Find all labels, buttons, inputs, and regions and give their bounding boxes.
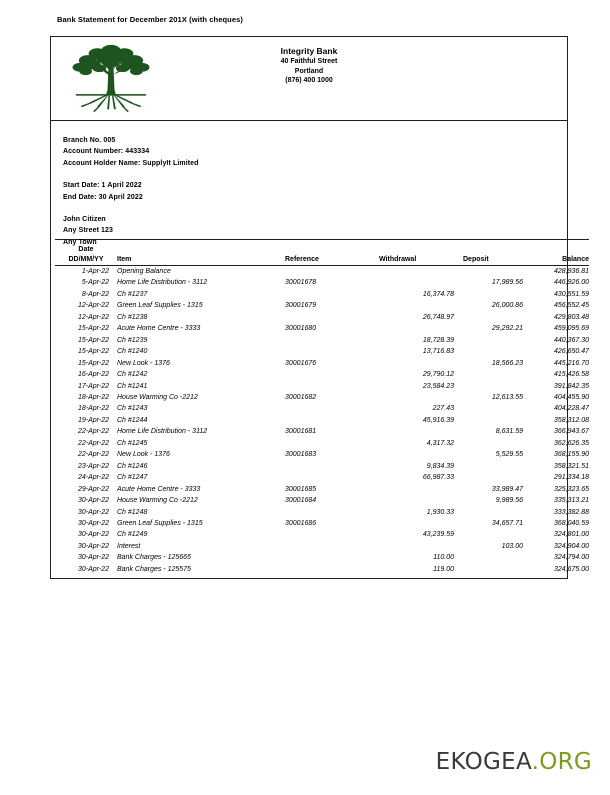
cell-balance: 335,313.21 <box>553 497 589 505</box>
cell-date: 30-Apr-22 <box>77 542 109 550</box>
cell-item: House Warming Co -2212 <box>117 393 198 401</box>
cell-deposit <box>459 472 527 483</box>
cell-item: Opening Balance <box>117 268 171 275</box>
cell-deposit: 8,631.59 <box>495 428 523 436</box>
account-holder-name: Account Holder Name: SupplyIt Limited <box>63 159 199 167</box>
cell-balance: 426,650.47 <box>553 348 589 356</box>
branch-number: Branch No. 005 <box>63 137 116 144</box>
cell-deposit <box>459 266 527 278</box>
transactions-table <box>55 239 589 575</box>
table-row <box>55 266 589 278</box>
cell-item: Ch #1244 <box>117 416 148 424</box>
cell-balance: 415,426.58 <box>553 371 589 379</box>
cell-reference: 30001684 <box>285 497 317 505</box>
header-deposit: Deposit <box>463 256 489 263</box>
table-row <box>55 381 589 392</box>
cell-withdrawal: 16,374.78 <box>422 290 454 298</box>
bank-street: 40 Faithful Street <box>280 58 338 65</box>
statement-end-date: End Date: 30 April 2022 <box>63 193 143 201</box>
cell-balance: 324,904.00 <box>553 542 589 550</box>
table-row <box>55 507 589 518</box>
cell-deposit <box>459 369 527 380</box>
cell-reference <box>285 312 373 323</box>
table-row <box>55 461 589 472</box>
cell-withdrawal: 66,987.33 <box>422 474 454 482</box>
header-balance: Balance <box>562 256 589 263</box>
cell-reference <box>285 461 373 472</box>
cell-balance: 358,321.51 <box>553 462 589 470</box>
page-title: Bank Statement for December 201X (with cheques) <box>57 15 244 24</box>
cell-date: 22-Apr-22 <box>77 428 109 436</box>
header-withdrawal: Withdrawal <box>379 256 417 263</box>
cell-withdrawal: 4,317.32 <box>426 439 454 447</box>
cell-item: Home Life Distribution - 3112 <box>117 279 208 287</box>
table-header-row-top <box>55 240 589 254</box>
cell-reference: 30001679 <box>285 302 317 310</box>
table-row <box>55 277 589 288</box>
table-row <box>55 518 589 529</box>
cell-deposit: 103.00 <box>501 542 523 550</box>
table-row <box>55 392 589 403</box>
table-row <box>55 403 589 414</box>
cell-date: 30-Apr-22 <box>77 554 109 562</box>
cell-date: 18-Apr-22 <box>77 393 109 401</box>
cell-balance: 428,936.81 <box>553 268 589 275</box>
table-row <box>55 323 589 334</box>
cell-reference: 30001686 <box>285 519 317 527</box>
ekogea-watermark <box>436 749 592 775</box>
cell-withdrawal: 13,716.83 <box>422 348 454 356</box>
cell-reference <box>285 541 373 552</box>
cell-withdrawal: 9,834.39 <box>426 462 454 470</box>
bank-city: Portland <box>294 67 324 75</box>
cell-balance: 404,228.47 <box>553 405 589 413</box>
cell-reference <box>285 529 373 540</box>
cell-reference <box>285 266 373 278</box>
cell-reference <box>285 335 373 346</box>
cell-withdrawal: 26,748.97 <box>422 313 454 321</box>
cell-item: Acute Home Centre - 3333 <box>117 325 201 333</box>
cell-withdrawal <box>373 495 459 506</box>
cell-date: 24-Apr-22 <box>77 474 109 482</box>
header-spacer-balance <box>527 240 589 254</box>
cell-withdrawal: 45,916.39 <box>422 416 454 424</box>
cell-deposit <box>459 507 527 518</box>
cell-item: Ch #1248 <box>117 508 148 516</box>
cell-reference <box>285 552 373 563</box>
header-spacer-reference <box>285 240 373 254</box>
table-row <box>55 358 589 369</box>
cell-reference: 30001681 <box>285 428 317 436</box>
cell-reference: 30001676 <box>285 359 317 367</box>
customer-town: Any Town <box>63 238 97 246</box>
cell-date: 8-Apr-22 <box>81 290 109 298</box>
cell-balance: 429,803.48 <box>553 313 589 321</box>
cell-withdrawal: 23,584.23 <box>422 382 454 390</box>
cell-item: House Warming Co -2212 <box>117 497 198 505</box>
cell-date: 12-Apr-22 <box>77 313 109 321</box>
cell-deposit: 5,529.55 <box>495 451 523 459</box>
table-row <box>55 335 589 346</box>
cell-balance: 366,943.67 <box>553 428 589 436</box>
cell-date: 18-Apr-22 <box>77 405 109 413</box>
cell-reference: 30001685 <box>285 485 317 493</box>
bank-name: Integrity Bank <box>280 46 338 56</box>
cell-balance: 362,626.35 <box>553 439 589 447</box>
cell-date: 30-Apr-22 <box>77 497 109 505</box>
cell-item: Interest <box>117 542 141 550</box>
cell-deposit <box>459 461 527 472</box>
details-spacer-1 <box>63 169 567 180</box>
cell-reference <box>285 438 373 449</box>
cell-withdrawal <box>373 300 459 311</box>
cell-item: Acute Home Centre - 3333 <box>117 485 201 493</box>
cell-balance: 445,216.70 <box>553 359 589 367</box>
cell-withdrawal <box>373 277 459 288</box>
cell-withdrawal <box>373 541 459 552</box>
cell-date: 30-Apr-22 <box>77 565 109 573</box>
cell-withdrawal: 43,239.59 <box>422 531 454 539</box>
cell-reference <box>285 415 373 426</box>
cell-reference <box>285 346 373 357</box>
cell-deposit <box>459 552 527 563</box>
cell-deposit: 17,989.56 <box>491 279 523 287</box>
cell-reference: 30001682 <box>285 393 317 401</box>
cell-balance: 291,334.18 <box>553 474 589 482</box>
cell-item: Ch #1242 <box>117 371 148 379</box>
header-spacer-withdrawal <box>373 240 459 254</box>
cell-deposit <box>459 312 527 323</box>
cell-date: 30-Apr-22 <box>77 531 109 539</box>
bank-phone: (876) 400 1000 <box>285 77 333 85</box>
cell-deposit: 33,989.47 <box>491 485 523 493</box>
cell-deposit <box>459 438 527 449</box>
cell-date: 30-Apr-22 <box>77 519 109 527</box>
table-row <box>55 415 589 426</box>
cell-date: 5-Apr-22 <box>81 279 109 287</box>
cell-reference <box>285 403 373 414</box>
header-spacer-item <box>117 240 285 254</box>
header-reference: Reference <box>285 256 319 263</box>
header-spacer-deposit <box>459 240 527 254</box>
cell-deposit <box>459 346 527 357</box>
cell-withdrawal <box>373 518 459 529</box>
watermark-name: EKOGEA <box>435 749 532 775</box>
cell-date: 12-Apr-22 <box>77 302 109 310</box>
cell-item: Bank Charges - 125575 <box>117 565 191 573</box>
table-row <box>55 449 589 460</box>
cell-deposit <box>459 403 527 414</box>
cell-balance: 333,382.88 <box>553 508 589 516</box>
cell-date: 23-Apr-22 <box>77 462 109 470</box>
cell-balance: 368,040.59 <box>553 519 589 527</box>
customer-street: Any Street 123 <box>63 227 114 235</box>
table-row <box>55 312 589 323</box>
transactions-table-body <box>55 266 589 576</box>
watermark-tld: .ORG <box>531 749 592 775</box>
cell-deposit <box>459 415 527 426</box>
cell-deposit <box>459 564 527 575</box>
cell-reference <box>285 472 373 483</box>
table-row <box>55 541 589 552</box>
table-row <box>55 369 589 380</box>
cell-balance: 430,551.59 <box>553 290 589 298</box>
cell-deposit <box>459 529 527 540</box>
header-date-top: Date <box>78 246 94 253</box>
cell-date: 19-Apr-22 <box>77 416 109 424</box>
cell-item: Ch #1239 <box>117 336 148 344</box>
cell-withdrawal <box>373 426 459 437</box>
table-row <box>55 426 589 437</box>
cell-balance: 358,312.08 <box>553 416 589 424</box>
cell-date: 15-Apr-22 <box>77 336 109 344</box>
cell-balance: 391,842.35 <box>553 382 589 390</box>
cell-balance: 324,794.00 <box>553 554 589 562</box>
cell-date: 15-Apr-22 <box>77 359 109 367</box>
cell-item: Home Life Distribution - 3112 <box>117 428 208 436</box>
cell-date: 15-Apr-22 <box>77 325 109 333</box>
cell-deposit: 34,657.71 <box>491 519 523 527</box>
cell-withdrawal: 1,930.33 <box>426 508 454 516</box>
cell-date: 15-Apr-22 <box>77 348 109 356</box>
cell-balance: 456,552.45 <box>553 302 589 310</box>
transactions-table-wrap <box>51 239 589 578</box>
cell-item: Ch #1241 <box>117 382 148 390</box>
cell-item: Ch #1243 <box>117 405 148 413</box>
table-row <box>55 289 589 300</box>
table-row <box>55 438 589 449</box>
customer-name: John Citizen <box>63 216 106 224</box>
bank-identity <box>51 46 567 86</box>
cell-reference <box>285 507 373 518</box>
cell-deposit <box>459 289 527 300</box>
cell-item: Ch #1246 <box>117 462 148 470</box>
cell-deposit: 29,292.21 <box>491 325 523 333</box>
cell-item: Ch #1240 <box>117 348 148 356</box>
cell-balance: 324,675.00 <box>553 565 589 573</box>
cell-withdrawal <box>373 323 459 334</box>
cell-item: Ch #1249 <box>117 531 148 539</box>
cell-withdrawal <box>373 392 459 403</box>
cell-balance: 404,455.90 <box>553 393 589 401</box>
bank-header <box>51 37 567 120</box>
account-details <box>51 121 567 246</box>
details-spacer-2 <box>63 203 567 214</box>
table-header-row-bottom <box>55 253 589 266</box>
bank-statement-frame <box>50 36 589 579</box>
cell-withdrawal <box>373 358 459 369</box>
cell-withdrawal: 18,728.39 <box>422 336 454 344</box>
cell-item: Ch #1245 <box>117 439 148 447</box>
cell-reference: 30001683 <box>285 451 317 459</box>
cell-date: 30-Apr-22 <box>77 508 109 516</box>
cell-item: Ch #1247 <box>117 474 148 482</box>
table-row <box>55 552 589 563</box>
header-date-format: DD/MM/YY <box>68 256 104 263</box>
cell-reference <box>285 564 373 575</box>
table-row <box>55 484 589 495</box>
cell-reference <box>285 289 373 300</box>
header-item: Item <box>117 256 132 263</box>
cell-reference <box>285 381 373 392</box>
cell-balance: 368,155.90 <box>553 451 589 459</box>
cell-deposit <box>459 335 527 346</box>
cell-date: 16-Apr-22 <box>77 371 109 379</box>
cell-withdrawal: 119.00 <box>433 565 454 573</box>
cell-withdrawal: 110.00 <box>433 554 454 562</box>
cell-deposit: 9,989.56 <box>495 497 523 505</box>
table-row <box>55 529 589 540</box>
cell-withdrawal: 227.43 <box>432 405 454 413</box>
cell-balance: 459,095.69 <box>553 325 589 333</box>
cell-balance: 324,801.00 <box>553 531 589 539</box>
cell-date: 1-Apr-22 <box>81 268 109 275</box>
cell-withdrawal: 29,790.12 <box>422 371 454 379</box>
table-row <box>55 495 589 506</box>
cell-withdrawal <box>373 266 459 278</box>
cell-deposit: 12,613.55 <box>491 393 523 401</box>
cell-item: Green Leaf Supplies - 1315 <box>117 302 203 310</box>
account-number: Account Number: 443334 <box>63 148 150 156</box>
cell-item: Bank Charges - 125665 <box>117 554 191 562</box>
table-row <box>55 346 589 357</box>
cell-deposit: 18,566.23 <box>491 359 523 367</box>
cell-deposit <box>459 381 527 392</box>
cell-deposit: 26,000.86 <box>491 302 523 310</box>
table-row <box>55 300 589 311</box>
cell-item: New Look - 1376 <box>117 451 170 459</box>
cell-date: 29-Apr-22 <box>77 485 109 493</box>
statement-start-date: Start Date: 1 April 2022 <box>63 182 142 190</box>
cell-item: New Look - 1376 <box>117 359 170 367</box>
cell-withdrawal <box>373 484 459 495</box>
table-row <box>55 564 589 575</box>
cell-date: 22-Apr-22 <box>77 439 109 447</box>
cell-item: Ch #1237 <box>117 290 148 298</box>
cell-balance: 325,323.65 <box>553 485 589 493</box>
cell-reference <box>285 369 373 380</box>
transactions-table-head <box>55 240 589 266</box>
cell-item: Ch #1238 <box>117 313 148 321</box>
table-bottom-spacer <box>55 575 562 578</box>
cell-reference: 30001680 <box>285 325 317 333</box>
cell-balance: 440,367.30 <box>553 336 589 344</box>
cell-reference: 30001678 <box>285 279 317 287</box>
cell-item: Green Leaf Supplies - 1315 <box>117 519 203 527</box>
cell-withdrawal <box>373 449 459 460</box>
table-row <box>55 472 589 483</box>
cell-date: 17-Apr-22 <box>77 382 109 390</box>
cell-date: 22-Apr-22 <box>77 451 109 459</box>
cell-balance: 446,926.00 <box>553 279 589 287</box>
